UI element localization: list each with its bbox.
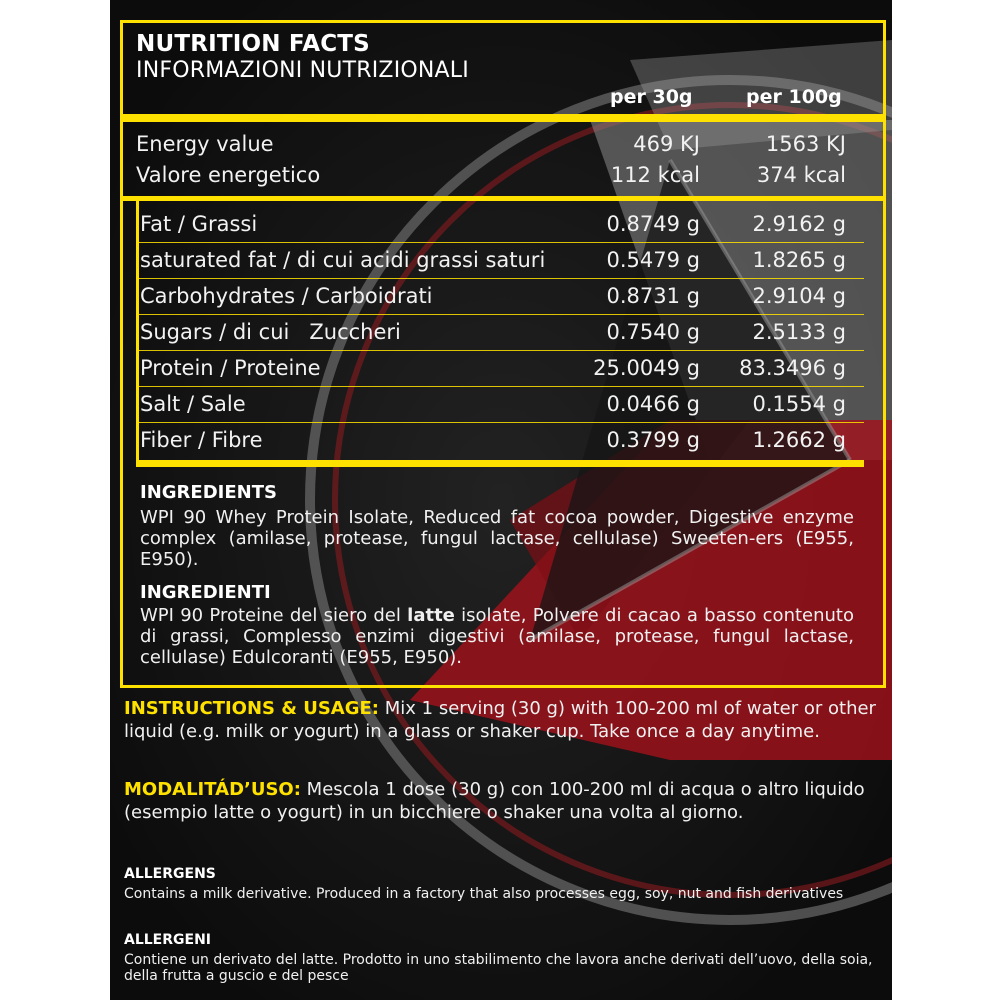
title-en: NUTRITION FACTS (136, 31, 370, 57)
table-bottom-divider (136, 460, 864, 467)
row-divider (136, 350, 864, 351)
column-header-per-100g: per 100g (746, 86, 842, 108)
nutrient-carbohydrates-30g: 0.8731 g (606, 284, 700, 308)
nutrient-fiber-30g: 0.3799 g (606, 428, 700, 452)
ingredients-it-text-before: WPI 90 Proteine del siero del (140, 605, 408, 626)
row-divider (136, 422, 864, 423)
instructions-it-label: MODALITÁD’USO: (124, 779, 301, 800)
nutrient-fat-30g: 0.8749 g (606, 212, 700, 236)
nutrient-fat-100g: 2.9162 g (752, 212, 846, 236)
nutrient-salt-100g: 0.1554 g (752, 392, 846, 416)
title-it: INFORMAZIONI NUTRIZIONALI (136, 58, 469, 83)
table-left-rule (136, 201, 139, 463)
energy-kj-30g: 469 KJ (633, 132, 700, 156)
header-divider (120, 114, 886, 122)
nutrient-label-sugars: Sugars / di cui Zuccheri (140, 320, 401, 344)
allergens-it-heading: ALLERGENI (124, 932, 212, 948)
nutrient-protein-100g: 83.3496 g (739, 356, 846, 380)
row-divider (136, 386, 864, 387)
nutrient-label-fiber: Fiber / Fibre (140, 428, 263, 452)
energy-label-it: Valore energetico (136, 163, 321, 187)
ingredients-it-text-after: isolate, Polvere di cacao a basso contenuto di grassi, Complesso enzimi digestivi (amilase, protease, fungul lactase, cellulase) Edulcoranti (E955, E950). (140, 605, 854, 668)
energy-divider (120, 196, 886, 201)
nutrient-saturated-fat-30g: 0.5479 g (606, 248, 700, 272)
nutrient-carbohydrates-100g: 2.9104 g (752, 284, 846, 308)
ingredients-en-text: WPI 90 Whey Protein Isolate, Reduced fat cocoa powder, Digestive enzyme complex (amilase, protease, fungul lactase, cellulase) Sweeten-ers (E955, E950). (140, 507, 854, 570)
energy-label-en: Energy value (136, 132, 274, 156)
energy-kj-100g: 1563 KJ (765, 132, 846, 156)
instructions-en-text: Mix 1 serving (30 g) with 100-200 ml of water or other liquid (e.g. milk or yogurt) in a glass or shaker cup. Take once a day anytime. (124, 698, 876, 742)
energy-kcal-30g: 112 kcal (610, 163, 700, 187)
nutrient-label-carbohydrates: Carbohydrates / Carboidrati (140, 284, 433, 308)
ingredients-en-heading: INGREDIENTS (140, 482, 277, 503)
instructions-it (124, 778, 882, 824)
nutrient-label-salt: Salt / Sale (140, 392, 246, 416)
energy-kcal-100g: 374 kcal (756, 163, 846, 187)
column-header-per-30g: per 30g (610, 86, 693, 108)
ingredients-it-text (140, 605, 854, 668)
ingredients-it-allergen-bold: latte (407, 605, 455, 626)
nutrient-label-saturated-fat: saturated fat / di cui acidi grassi saturi (140, 248, 546, 272)
nutrient-label-protein: Protein / Proteine (140, 356, 321, 380)
instructions-en-label: INSTRUCTIONS & USAGE: (124, 698, 380, 719)
nutrient-label-fat: Fat / Grassi (140, 212, 258, 236)
allergens-it-text: Contiene un derivato del latte. Prodotto in uno stabilimento che lavora anche derivati dell’uovo, della soia, della frutta a guscio e del pesce (124, 952, 873, 984)
nutrient-protein-30g: 25.0049 g (593, 356, 700, 380)
allergens-en-heading: ALLERGENS (124, 866, 216, 882)
nutrient-salt-30g: 0.0466 g (606, 392, 700, 416)
row-divider (136, 314, 864, 315)
nutrient-sugars-100g: 2.5133 g (752, 320, 846, 344)
row-divider (136, 242, 864, 243)
nutrient-fiber-100g: 1.2662 g (752, 428, 846, 452)
nutrient-sugars-30g: 0.7540 g (606, 320, 700, 344)
ingredients-it-heading: INGREDIENTI (140, 582, 271, 603)
instructions-it-text: Mescola 1 dose (30 g) con 100-200 ml di acqua o altro liquido (esempio latte o yogurt) in un bicchiere o shaker una volta al giorno. (124, 779, 865, 823)
row-divider (136, 278, 864, 279)
allergens-en-text: Contains a milk derivative. Produced in a factory that also processes egg, soy, nut and fish derivatives (124, 886, 844, 902)
nutrient-saturated-fat-100g: 1.8265 g (752, 248, 846, 272)
instructions-en (124, 697, 882, 743)
